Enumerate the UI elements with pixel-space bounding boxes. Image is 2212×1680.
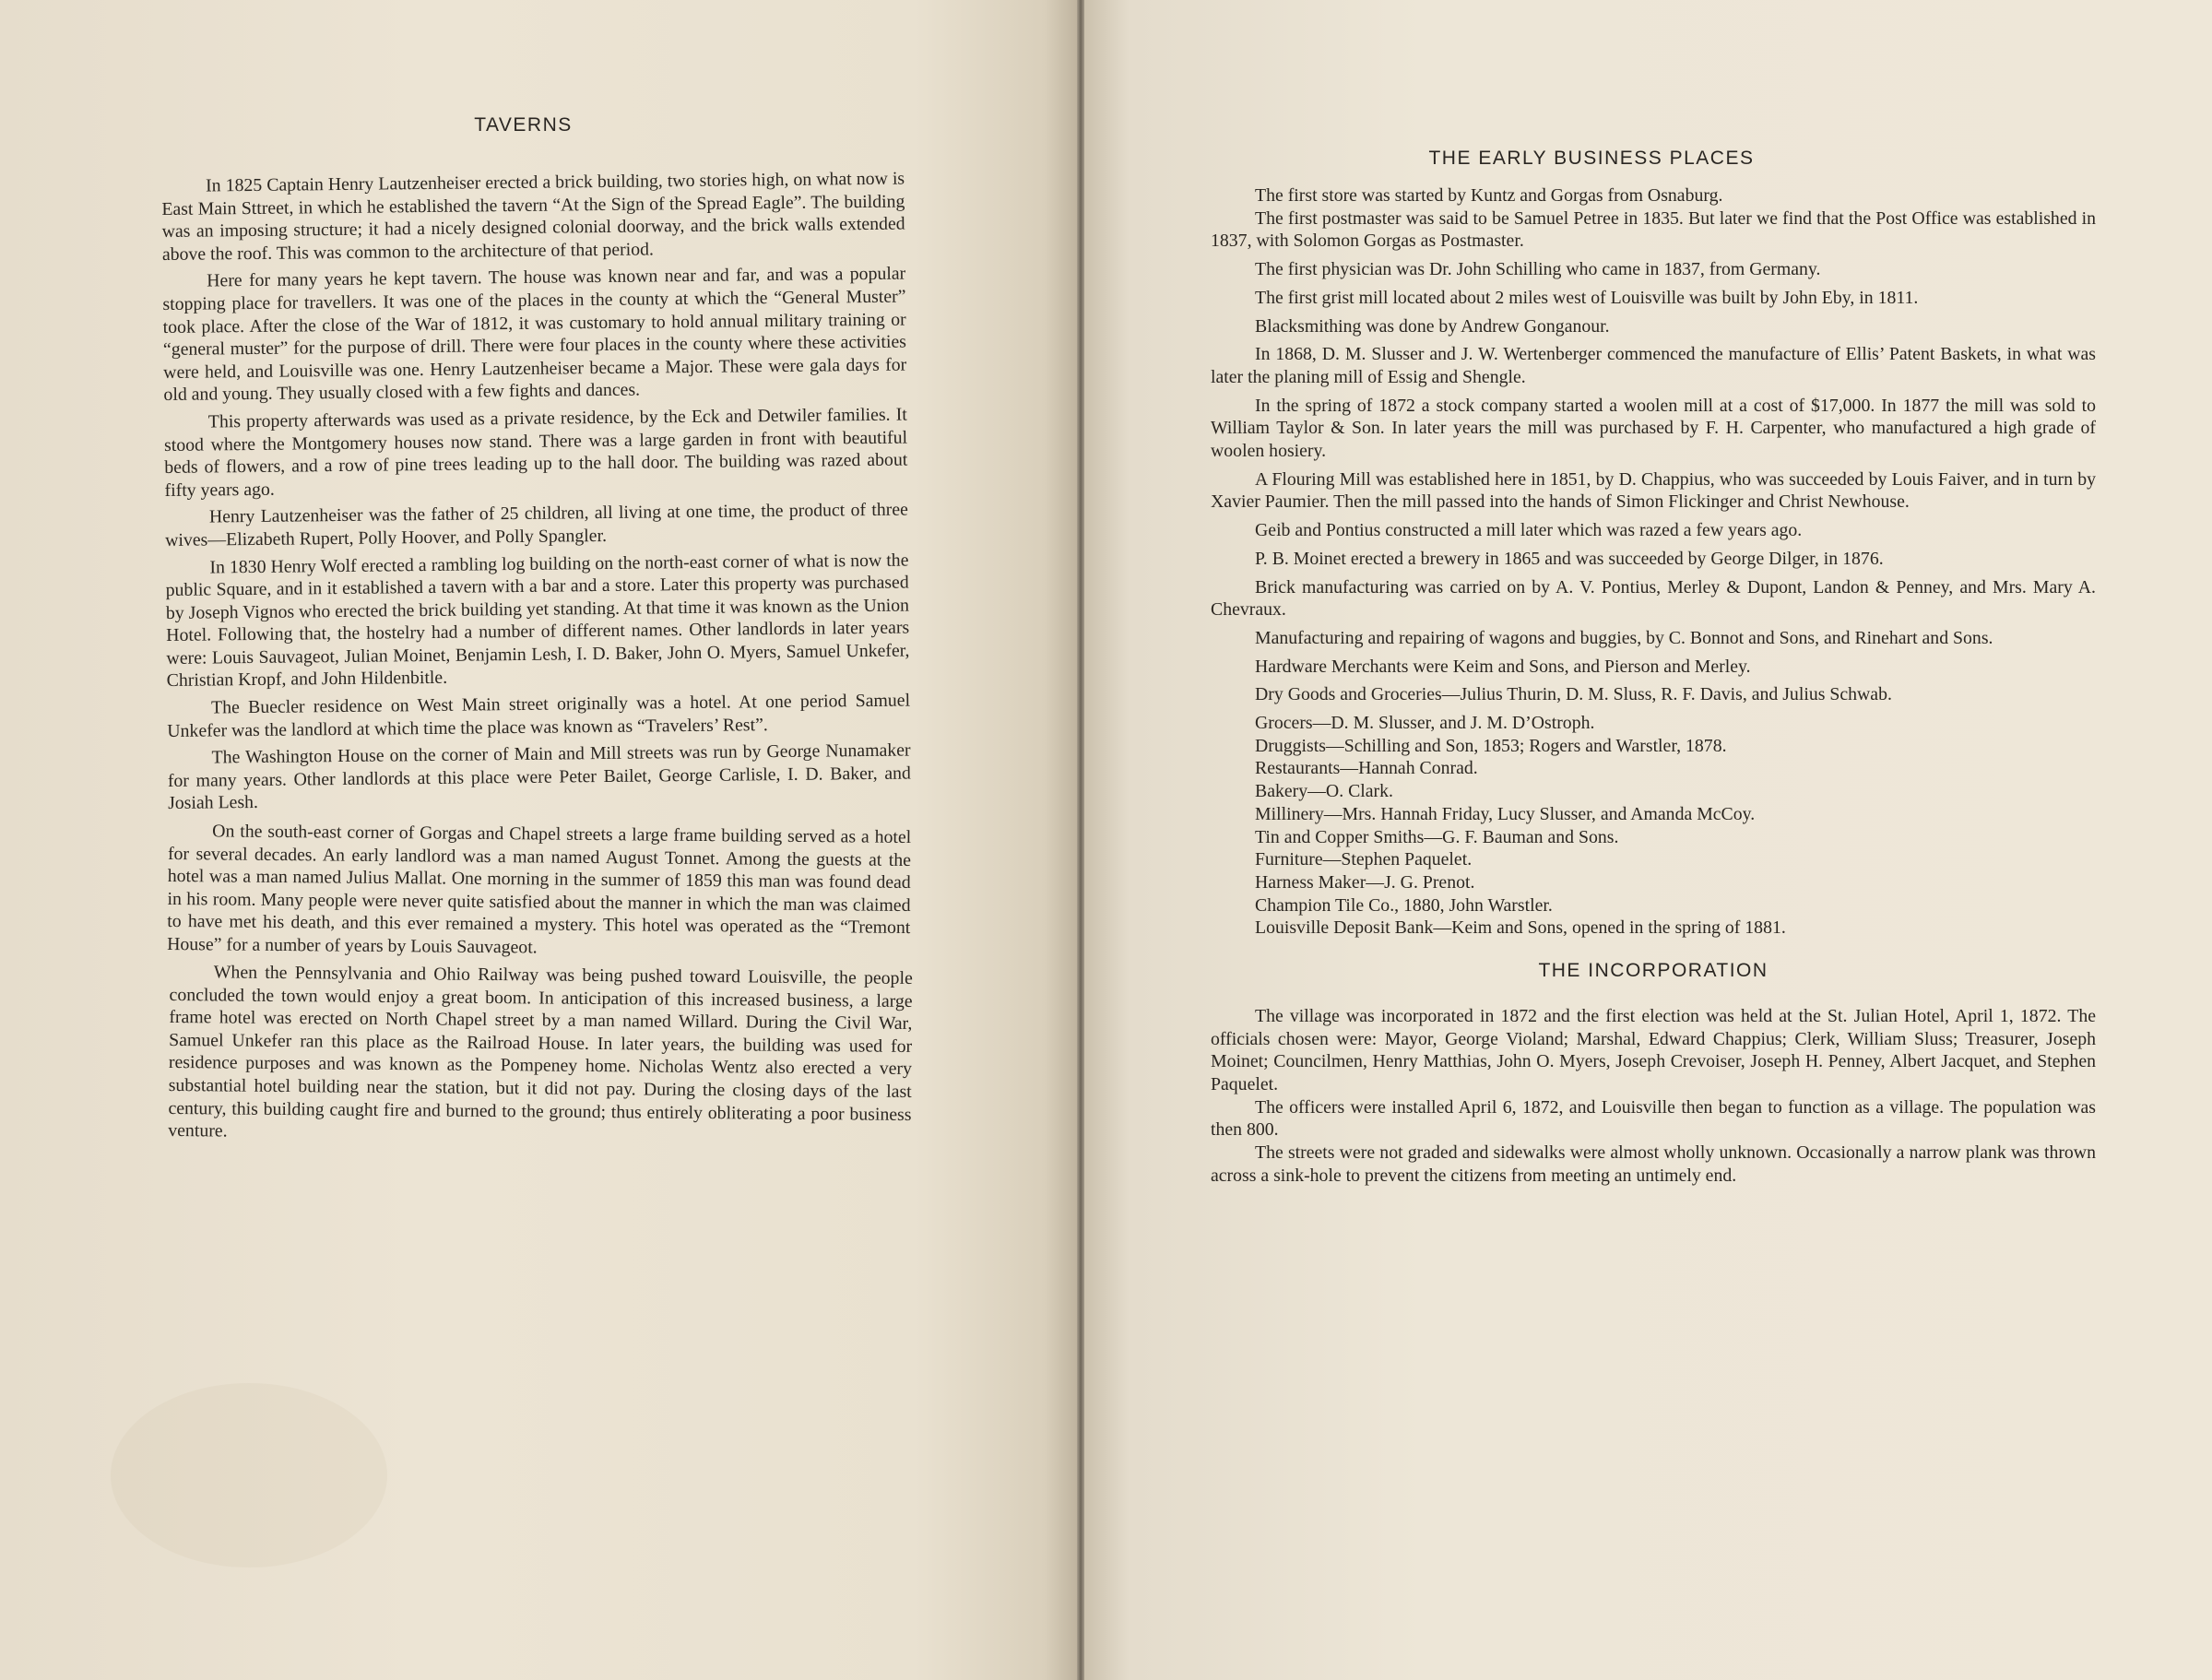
paragraph: The Washington House on the corner of Main and Mill streets was run by George Nunamaker for many years. Other landlords at this place were Peter Bailet, George Carlisle, I. D. Baker, and Josiah Lesh. [167, 739, 911, 814]
book-gutter [1077, 0, 1084, 1680]
business-text-column [1211, 184, 2096, 1187]
paragraph: In 1830 Henry Wolf erected a rambling log building on the north-east corner of what is now the public Square, and in it established a tavern with a bar and a store. Later this property was purchased by Joseph Vignos who erected the brick building yet standing. At that time it was known as the Union Hotel. Following that, the hostelry had a number of different names. Other landlords in later years were: Louis Sauvageot, Julian Moinet, Benjamin Lesh, I. D. Baker, John O. Myers, Samuel Unkefer, Christian Kropf, and John Hildenbitle. [165, 550, 910, 692]
paragraph: Restaurants—Hannah Conrad. [1255, 758, 1478, 779]
left-page [0, 0, 1077, 1680]
taverns-text-column [161, 168, 915, 1147]
paragraph: P. B. Moinet erected a brewery in 1865 and was succeeded by George Dilger, in 1876. [1255, 548, 1884, 569]
paragraph: The first grist mill located about 2 miles west of Louisville was built by John Eby, in 1811. [1255, 287, 1919, 308]
paragraph: Dry Goods and Groceries—Julius Thurin, D. M. Sluss, R. F. Davis, and Julius Schwab. [1255, 684, 1892, 705]
paragraph: Manufacturing and repairing of wagons and buggies, by C. Bonnot and Sons, and Rinehart and Sons. [1255, 627, 1993, 648]
paragraph: On the south-east corner of Gorgas and Chapel streets a large frame building served as a hotel for several decades. An early landlord was a man named August Tonnet. Among the guests at the hotel was a man named Julius Mallat. One morning in the summer of 1859 this man was found dead in his room. Many people were never quite satisfied about the manner in which the man was claimed to have met his death, and this ever remained a mystery. This hotel was operated as the “Tremont House” for a number of years by Louis Sauvageot. [167, 821, 912, 958]
paragraph: The streets were not graded and sidewalks were almost wholly unknown. Occasionally a narrow plank was thrown across a sink-hole to prevent the citizens from meeting an untimely end. [1211, 1142, 2096, 1186]
paragraph: Furniture—Stephen Paquelet. [1255, 849, 1473, 870]
paragraph: The Buecler residence on West Main street originally was a hotel. At one period Samuel Unkefer was the landlord at which time the place was known as “Travelers’ Rest”. [167, 690, 911, 741]
paragraph: Brick manufacturing was carried on by A. V. Pontius, Merley & Dupont, Landon & Penney, and Mrs. Mary A. Chevraux. [1211, 576, 2096, 621]
page-title-taverns: TAVERNS [474, 114, 573, 136]
paragraph: This property afterwards was used as a private residence, by the Eck and Detwiler families. It stood where the Montgomery houses now stand. There was a large garden in front with beautiful beds of flowers, and a row of pine trees leading up to the hall door. The building was razed about fifty years ago. [163, 404, 908, 501]
paragraph: Bakery—O. Clark. [1255, 781, 1393, 802]
paper-stain [111, 1383, 387, 1568]
paragraph: The village was incorporated in 1872 and the first election was held at the St. Julian Hotel, April 1, 1872. The officials chosen were: Mayor, George Violand; Marshal, Edward Chappius; Clerk, William Sluss; Treasurer, Joseph Moinet; Councilmen, Henry Matthias, John O. Myers, Joseph Crevoiser, Joseph H. Penney, Albert Jacquet, and Stephen Paquelet. [1211, 1005, 2096, 1094]
paragraph: In 1868, D. M. Slusser and J. W. Wertenberger commenced the manufacture of Ellis’ Patent Baskets, in what was later the planing mill of Essig and Shengle. [1211, 344, 2096, 387]
paragraph: Louisville Deposit Bank—Keim and Sons, opened in the spring of 1881. [1255, 917, 1786, 939]
paragraph: Millinery—Mrs. Hannah Friday, Lucy Slusser, and Amanda McCoy. [1255, 803, 1756, 824]
paragraph: The first postmaster was said to be Samuel Petree in 1835. But later we find that the Post Office was established in 1837, with Solomon Gorgas as Postmaster. [1211, 207, 2096, 252]
paragraph: In 1825 Captain Henry Lautzenheiser erected a brick building, two stories high, on what now is East Main Sttreet, in which he established the tavern “At the Sign of the Spread Eagle”. The building was an imposing structure; it had a nicely designed colonial doorway, and the brick walls extended above the roof. This was common to the architecture of that period. [161, 168, 905, 265]
paragraph: When the Pennsylvania and Ohio Railway was being pushed toward Louisville, the people concluded the town would enjoy a great boom. In anticipation of this increased business, a large frame hotel was erected on North Chapel street by a man named Willard. During the Civil War, Samuel Unkefer ran this place as the Railroad House. In later years, the building was used for residence purposes and was known as the Pompeney home. Nicholas Wentz also erected a very substantial hotel building near the station, but it did not pay. During the closing days of the last century, this building caught fire and burned to the ground; thus entirely obliterating a poor business venture. [168, 961, 913, 1142]
paragraph: The first store was started by Kuntz and Gorgas from Osnaburg. [1255, 185, 1723, 206]
paragraph: Henry Lautzenheiser was the father of 25 children, all living at one time, the product of three wives—Elizabeth Rupert, Polly Hoover, and Polly Spangler. [165, 499, 908, 550]
paragraph: Geib and Pontius constructed a mill later which was razed a few years ago. [1255, 520, 1803, 541]
paragraph: Harness Maker—J. G. Prenot. [1255, 871, 1475, 893]
paragraph: Druggists—Schilling and Son, 1853; Rogers and Warstler, 1878. [1255, 735, 1727, 756]
paragraph: The officers were installed April 6, 1872, and Louisville then began to function as a village. The population was then 800. [1211, 1096, 2096, 1141]
right-page [1084, 0, 2212, 1680]
paragraph: Grocers—D. M. Slusser, and J. M. D’Ostroph. [1255, 713, 1595, 734]
paragraph: Here for many years he kept tavern. The house was known near and far, and was a popular stopping place for travellers. It was one of the places in the county at which the “General Muster” took place. After the close of the War of 1812, it was customary to hold annual military training or “general muster” for the purpose of drill. There were four places in the county where these activities were held, and Louisville was one. Henry Lautzenheiser became a Major. These were gala days for old and young. They usually closed with a few fights and dances. [162, 263, 907, 406]
paragraph: Blacksmithing was done by Andrew Gonganour. [1255, 315, 1610, 337]
section-title-incorporation: THE INCORPORATION [1538, 960, 1768, 982]
paragraph: Champion Tile Co., 1880, John Warstler. [1255, 894, 1553, 916]
page-title-early-business-places: THE EARLY BUSINESS PLACES [1428, 148, 1755, 169]
paragraph: A Flouring Mill was established here in 1851, by D. Chappius, who was succeeded by Louis Faiver, and in turn by Xavier Paumier. Then the mill passed into the hands of Simon Flickinger and Christ Newhouse. [1211, 468, 2096, 513]
paragraph: Tin and Copper Smiths—G. F. Bauman and Sons. [1255, 826, 1619, 847]
paragraph: In the spring of 1872 a stock company started a woolen mill at a cost of $17,000. In 1877 the mill was sold to William Taylor & Son. In later years the mill was purchased by F. H. Carpenter, who manufactured a high grade of woolen hosiery. [1211, 395, 2096, 462]
paragraph: The first physician was Dr. John Schilling who came in 1837, from Germany. [1255, 259, 1821, 280]
paragraph: Hardware Merchants were Keim and Sons, and Pierson and Merley. [1255, 656, 1751, 677]
